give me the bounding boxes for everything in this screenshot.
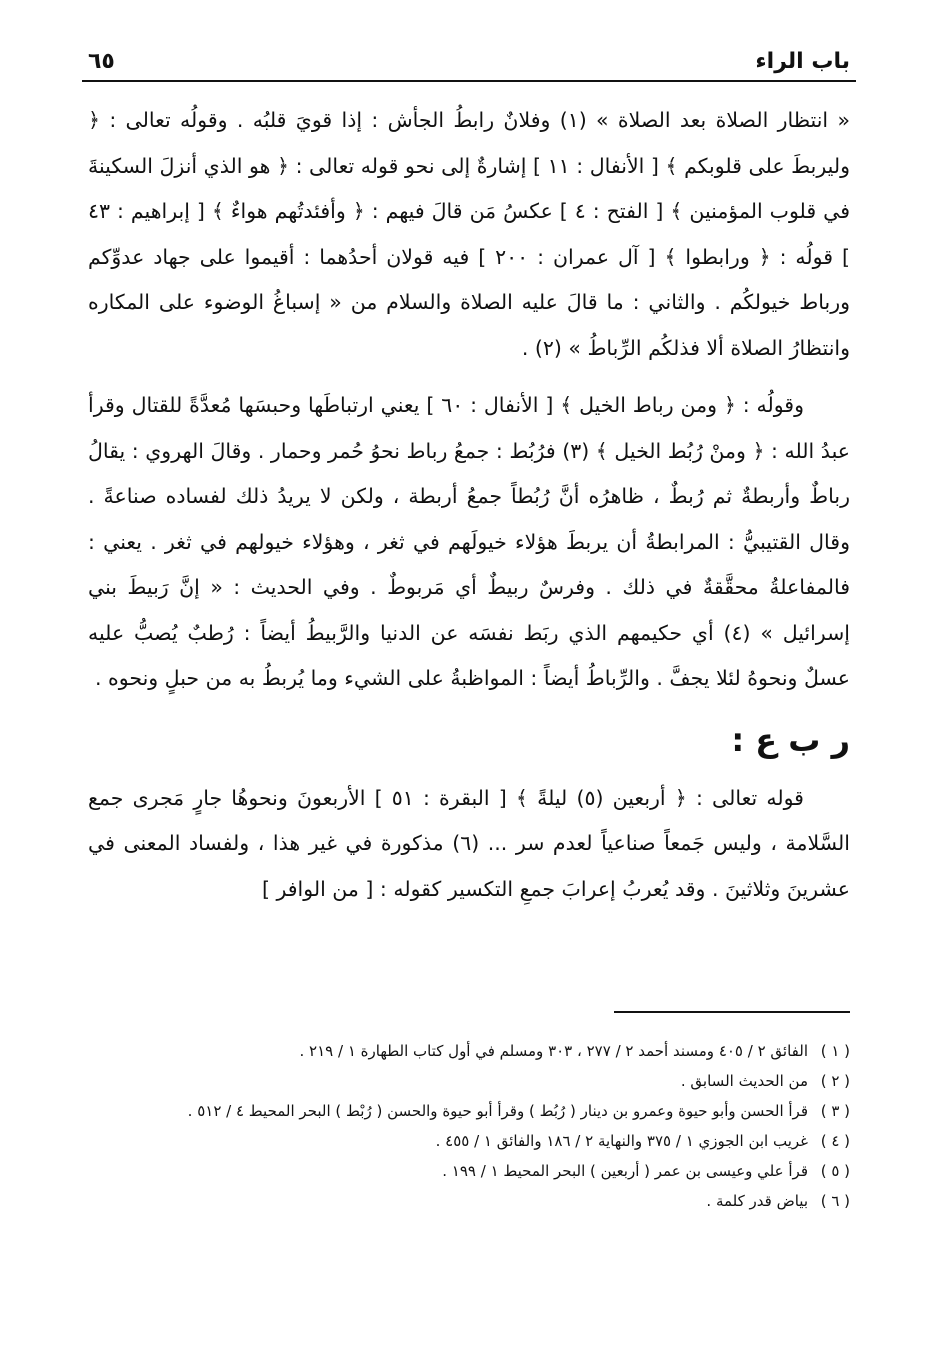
paragraph: « انتظار الصلاة بعد الصلاة » (١) وفلانٌ رابطُ الجأش : إذا قويَ قلبُه . وقولُه تعالى : ﴿ وليربطَ على قلوبكم ﴾ [ الأنفال : ١١ ] إشارةٌ إلى نحو قوله تعالى : ﴿ هو الذي أنزلَ السكينةَ في قلوب المؤمنين ﴾ [ الفتح : ٤ ] عكسُ مَن قالَ فيهم : ﴿ وأفئدتُهم هواءٌ ﴾ [ إبراهيم : ٤٣ ] قولُه : ﴿ ورابطوا ﴾ [ آل عمران : ٢٠٠ ] فيه قولان أحدُهما : أقيموا على جهاد عدوِّكم ورباط خيولكُم . والثاني : ما قالَ عليه الصلاة والسلام من « إسباغُ الوضوء على المكاره وانتظارُ الصلاة ألا فذلكُم الرِّباطُ » (٢) . bbox=[88, 108, 850, 360]
footnote-text: من الحديث السابق . bbox=[680, 1072, 808, 1090]
footnote bbox=[88, 1096, 850, 1126]
footnote-number: ( ٣ ) bbox=[820, 1102, 850, 1120]
footnote-number: ( ٥ ) bbox=[820, 1162, 850, 1180]
footnote bbox=[88, 1126, 850, 1156]
footnote-number: ( ٦ ) bbox=[820, 1192, 850, 1210]
footnote bbox=[88, 1186, 850, 1216]
paragraph: قوله تعالى : ﴿ أربعين (٥) ليلةً ﴾ [ البقرة : ٥١ ] الأربعونَ ونحوهُا جارٍ مَجرى جمع السَّلامة ، وليس جَمعاً صناعياً لعدم سر ... (٦) مذكورة في غير هذا ، ولفساد المعنى في عشرينَ وثلاثينَ . وقد يُعربُ إعرابَ جمعِ التكسير كقوله : [ من الوافر ] bbox=[88, 785, 850, 901]
footnotes bbox=[88, 1036, 850, 1216]
footnote-number: ( ١ ) bbox=[820, 1042, 850, 1060]
footnote-text: غريب ابن الجوزي ١ / ٣٧٥ والنهاية ٢ / ١٨٦ والفائق ١ / ٤٥٥ . bbox=[435, 1132, 808, 1150]
section-heading: ر ب ع : bbox=[731, 720, 850, 759]
footnote-text: بياض قدر كلمة . bbox=[706, 1192, 808, 1210]
footnote bbox=[88, 1156, 850, 1186]
header-divider bbox=[82, 80, 856, 82]
chapter-title: باب الراء bbox=[755, 49, 850, 74]
footnote-text: الفائق ٢ / ٤٠٥ ومسند أحمد ٢ / ٢٧٧ ، ٣٠٣ ومسلم في أول كتاب الطهارة ١ / ٢١٩ . bbox=[299, 1042, 808, 1060]
footnote bbox=[88, 1036, 850, 1066]
footnote bbox=[88, 1066, 850, 1096]
footnote-number: ( ٤ ) bbox=[820, 1132, 850, 1150]
footnote-number: ( ٢ ) bbox=[820, 1072, 850, 1090]
main-text bbox=[88, 98, 850, 912]
paragraph: وقولُه : ﴿ ومن رباط الخيل ﴾ [ الأنفال : ٦٠ ] يعني ارتباطَها وحبسَها مُعدَّةً للقتال وقرأ عبدُ الله : ﴿ ومنْ رُبُط الخيل ﴾ (٣) فرُبُط : جمعُ رباط نحوُ حُمر وحمار . وقالَ الهروي : يقالُ رباطٌ وأربطةٌ ثم رُبطٌ ، ظاهرُه أنَّ رُبُطاً جمعُ أربطة ، ولكن لا يريدُ ذلك لفساده صناعةً . وقال القتيبيُّ : المرابطةُ أن يربطَ هؤلاء خيولَهم في ثغر ، وهؤلاء خيولهم في ثغر . يعني : فالمفاعلةُ محقَّقةٌ في ذلك . وفرسٌ ربيطٌ أي مَربوطٌ . وفي الحديث : « إنَّ رَبيطَ بني إسرائيل » (٤) أي حكيمهم الذي ربَط نفسَه عن الدنيا والرَّبيطُ أيضاً : رُطبٌ يُصبُّ عليه عسلٌ ونحوهُ لئلا يجفَّ . والرِّباطُ أيضاً : المواظبةُ على الشيء وما يُربطُ به من حبلٍ ونحوه . bbox=[88, 393, 850, 690]
page-number: ٦٥ bbox=[88, 49, 115, 74]
footnote-text: قرأ الحسن وأبو حيوة وعمرو بن دينار ( رُبُط ) وقرأ أبو حيوة والحسن ( رُبْط ) البحر المحيط ٤ / ٥١٢ . bbox=[187, 1102, 808, 1120]
footnote-text: قرأ علي وعيسى بن عمر ( أربعين ) البحر المحيط ١ / ١٩٩ . bbox=[442, 1162, 808, 1180]
page-header bbox=[88, 38, 850, 74]
footnote-divider bbox=[614, 1011, 850, 1013]
